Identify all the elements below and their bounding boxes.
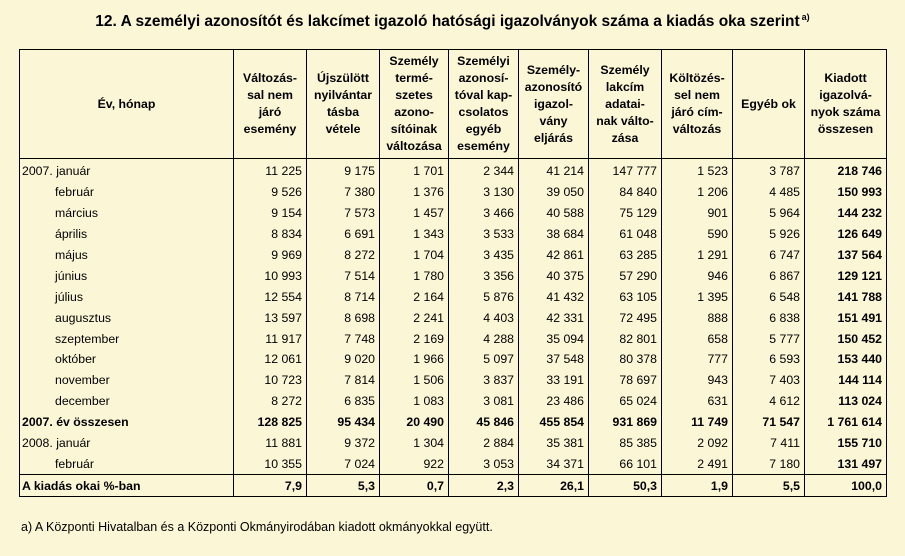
value-cell: 7 403 [733,370,805,391]
header-line: Kiadott [824,71,867,85]
total-cell: 129 121 [805,265,887,286]
value-cell: 9 020 [307,349,380,370]
table-title [0,12,905,31]
value-cell: 66 101 [589,453,662,474]
total-cell: 141 788 [805,286,887,307]
header-line: azono- [394,105,434,119]
value-cell: 6 593 [733,349,805,370]
value-cell: 12 554 [234,286,307,307]
header-line: összesen [817,122,874,136]
row-label: április [20,224,234,245]
value-cell: 777 [662,349,733,370]
column-header [733,50,805,159]
value-cell: 9 372 [307,433,380,454]
header-line: tóval kap- [454,88,513,102]
row-label: május [20,245,234,266]
value-cell: 42 861 [519,245,589,266]
value-cell: 1 506 [380,370,449,391]
header-line: Változás- [243,71,297,85]
value-cell: 922 [380,453,449,474]
value-cell: 9 175 [307,159,380,182]
header-line: lakcím [605,79,645,94]
value-cell: 3 130 [449,182,519,203]
value-cell: 63 105 [589,286,662,307]
value-cell: 8 698 [307,307,380,328]
header-line: tásba [326,105,360,119]
value-cell: 5 097 [449,349,519,370]
value-cell: 1 780 [380,265,449,286]
table-row [20,224,887,245]
table-row [20,159,887,182]
header-line: egyéb [465,122,502,136]
value-cell: 37 548 [519,349,589,370]
row-label: 2007. január [20,159,234,182]
value-cell: 3 533 [449,224,519,245]
value-cell: 26,1 [519,475,589,497]
header-line: változása [386,139,442,153]
value-cell: 6 691 [307,224,380,245]
header-line: esemény [457,139,510,153]
row-label: augusztus [20,307,234,328]
value-cell: 8 714 [307,286,380,307]
row-label: november [20,370,234,391]
value-cell: 80 378 [589,349,662,370]
row-label: július [20,286,234,307]
value-cell: 4 288 [449,328,519,349]
header-line: járó cím- [671,105,723,119]
table-row [20,412,887,433]
header-line: Személy- [526,62,581,77]
value-cell: 147 777 [589,159,662,182]
value-cell: 72 495 [589,307,662,328]
value-cell: 5 876 [449,286,519,307]
header-line: Év, hónap [97,96,156,111]
value-cell: 6 747 [733,245,805,266]
table-row [20,245,887,266]
row-label: 2007. év összesen [20,412,234,433]
column-header [662,50,733,159]
column-header [307,50,380,159]
total-cell: 218 746 [805,159,887,182]
value-cell: 34 371 [519,453,589,474]
row-label: szeptember [20,328,234,349]
value-cell: 658 [662,328,733,349]
table-row [20,203,887,224]
total-cell: 144 114 [805,370,887,391]
value-cell: 40 588 [519,203,589,224]
value-cell: 3 081 [449,391,519,412]
header-line: Költözés- [669,71,725,85]
value-cell: 6 835 [307,391,380,412]
header-line: Egyéb ok [741,96,796,111]
value-cell: 9 154 [234,203,307,224]
value-cell: 9 526 [234,182,307,203]
total-cell: 150 452 [805,328,887,349]
row-label: október [20,349,234,370]
value-cell: 39 050 [519,182,589,203]
column-header [519,50,589,159]
table-row [20,307,887,328]
value-cell: 5,5 [733,475,805,497]
total-cell: 100,0 [805,475,887,497]
title-text: 12. A személyi azonosítót és lakcímet igazoló hatósági igazolványok száma a kiadás oka szerint [95,13,800,30]
value-cell: 84 840 [589,182,662,203]
column-header [805,50,887,159]
table-row [20,182,887,203]
value-cell: 1,9 [662,475,733,497]
value-cell: 8 834 [234,224,307,245]
header-line: Személy [600,62,650,77]
value-cell: 1 343 [380,224,449,245]
table-row [20,370,887,391]
value-cell: 2 092 [662,433,733,454]
value-cell: 41 214 [519,159,589,182]
header-line: sal nem [247,88,293,102]
value-cell: 1 206 [662,182,733,203]
total-cell: 1 761 614 [805,412,887,433]
value-cell: 1 376 [380,182,449,203]
value-cell: 3 435 [449,245,519,266]
value-cell: 41 432 [519,286,589,307]
value-cell: 455 854 [519,412,589,433]
value-cell: 65 024 [589,391,662,412]
value-cell: 38 684 [519,224,589,245]
value-cell: 7 411 [733,433,805,454]
value-cell: 11 917 [234,328,307,349]
value-cell: 6 838 [733,307,805,328]
value-cell: 7 514 [307,265,380,286]
column-header [380,50,449,159]
total-cell: 131 497 [805,453,887,474]
value-cell: 6 867 [733,265,805,286]
value-cell: 5 926 [733,224,805,245]
value-cell: 1 083 [380,391,449,412]
value-cell: 13 597 [234,307,307,328]
value-cell: 75 129 [589,203,662,224]
value-cell: 20 490 [380,412,449,433]
row-label: 2008. január [20,433,234,454]
table-body [20,159,887,497]
value-cell: 2 164 [380,286,449,307]
value-cell: 946 [662,265,733,286]
table-row [20,475,887,497]
value-cell: 10 993 [234,265,307,286]
table-header-row [20,50,887,159]
value-cell: 11 749 [662,412,733,433]
value-cell: 2 884 [449,433,519,454]
value-cell: 0,7 [380,475,449,497]
value-cell: 11 225 [234,159,307,182]
value-cell: 7 180 [733,453,805,474]
value-cell: 1 395 [662,286,733,307]
value-cell: 888 [662,307,733,328]
table-row [20,349,887,370]
value-cell: 1 304 [380,433,449,454]
value-cell: 3 837 [449,370,519,391]
header-line: nyilvántar [313,88,373,102]
value-cell: 1 704 [380,245,449,266]
header-line: járó [258,105,282,119]
value-cell: 95 434 [307,412,380,433]
footnote: a) A Központi Hivatalban és a Központi Okmányirodában kiadott okmányokkal együtt. [21,520,493,534]
value-cell: 5 777 [733,328,805,349]
value-cell: 631 [662,391,733,412]
value-cell: 4 403 [449,307,519,328]
value-cell: 4 612 [733,391,805,412]
value-cell: 3 466 [449,203,519,224]
column-header [449,50,519,159]
value-cell: 71 547 [733,412,805,433]
value-cell: 901 [662,203,733,224]
row-label: március [20,203,234,224]
value-cell: 590 [662,224,733,245]
header-line: esemény [243,122,297,136]
total-cell: 113 024 [805,391,887,412]
column-header [589,50,662,159]
header-line: azonosító [524,79,583,94]
value-cell: 943 [662,370,733,391]
value-cell: 35 381 [519,433,589,454]
value-cell: 1 291 [662,245,733,266]
header-line: igazol- [534,96,573,111]
value-cell: 4 485 [733,182,805,203]
table-row [20,328,887,349]
header-line: nak válto- [596,113,654,128]
value-cell: 7 024 [307,453,380,474]
header-line: Személy [389,54,439,68]
value-cell: 11 881 [234,433,307,454]
total-cell: 126 649 [805,224,887,245]
value-cell: 40 375 [519,265,589,286]
value-cell: 1 523 [662,159,733,182]
header-line: csolatos [458,105,509,119]
value-cell: 9 969 [234,245,307,266]
value-cell: 6 548 [733,286,805,307]
row-label: június [20,265,234,286]
total-cell: 155 710 [805,433,887,454]
value-cell: 931 869 [589,412,662,433]
row-label: február [20,182,234,203]
header-line: igazolvá- [819,88,872,102]
value-cell: 12 061 [234,349,307,370]
header-line: szetes [395,88,433,102]
header-line: sítóinak [390,122,438,136]
value-cell: 5,3 [307,475,380,497]
total-cell: 137 564 [805,245,887,266]
value-cell: 45 846 [449,412,519,433]
value-cell: 1 701 [380,159,449,182]
table-row [20,265,887,286]
value-cell: 5 964 [733,203,805,224]
header-line: Újszülött [317,71,369,85]
value-cell: 7 748 [307,328,380,349]
row-label: december [20,391,234,412]
value-cell: 8 272 [307,245,380,266]
value-cell: 63 285 [589,245,662,266]
value-cell: 2 344 [449,159,519,182]
value-cell: 7,9 [234,475,307,497]
total-cell: 144 232 [805,203,887,224]
value-cell: 10 723 [234,370,307,391]
total-cell: 150 993 [805,182,887,203]
value-cell: 8 272 [234,391,307,412]
value-cell: 2 169 [380,328,449,349]
value-cell: 33 191 [519,370,589,391]
header-line: nyok száma [810,105,881,119]
statistics-table [19,49,887,497]
total-cell: 151 491 [805,307,887,328]
value-cell: 61 048 [589,224,662,245]
header-line: termé- [395,71,433,85]
header-line: vány [539,113,568,128]
title-footnote-marker: a) [801,12,810,22]
value-cell: 23 486 [519,391,589,412]
header-line: Személyi [457,54,510,68]
header-line: sel nem [674,88,720,102]
value-cell: 42 331 [519,307,589,328]
header-line: adatai- [605,96,645,111]
value-cell: 3 053 [449,453,519,474]
table-row [20,391,887,412]
header-line: eljárás [534,130,573,145]
row-label: A kiadás okai %-ban [20,475,234,497]
value-cell: 2 491 [662,453,733,474]
total-cell: 153 440 [805,349,887,370]
value-cell: 50,3 [589,475,662,497]
header-year-month [20,50,234,159]
value-cell: 57 290 [589,265,662,286]
value-cell: 3 356 [449,265,519,286]
value-cell: 1 966 [380,349,449,370]
value-cell: 3 787 [733,159,805,182]
value-cell: 2,3 [449,475,519,497]
table-row [20,433,887,454]
header-line: vétele [325,122,361,136]
value-cell: 82 801 [589,328,662,349]
header-line: zása [611,130,639,145]
value-cell: 7 380 [307,182,380,203]
value-cell: 2 241 [380,307,449,328]
value-cell: 10 355 [234,453,307,474]
value-cell: 35 094 [519,328,589,349]
table-row [20,453,887,474]
header-line: változás [672,122,722,136]
header-line: azonosí- [458,71,509,85]
value-cell: 85 385 [589,433,662,454]
value-cell: 128 825 [234,412,307,433]
value-cell: 7 814 [307,370,380,391]
row-label: február [20,453,234,474]
column-header [234,50,307,159]
value-cell: 7 573 [307,203,380,224]
value-cell: 78 697 [589,370,662,391]
table-row [20,286,887,307]
value-cell: 1 457 [380,203,449,224]
